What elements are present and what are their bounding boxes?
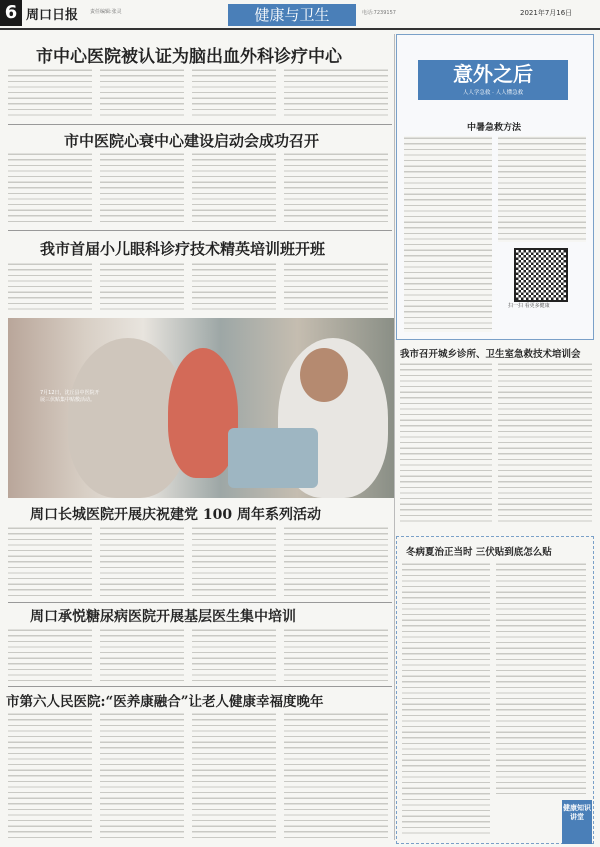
section-title: 健康与卫生 — [228, 4, 356, 26]
page-number: 6 — [0, 0, 22, 26]
article-5-col-1 — [8, 526, 92, 598]
article-3-col-3 — [192, 262, 276, 314]
headline-1: 市中心医院被认证为脑出血外科诊疗中心 — [36, 47, 342, 67]
article-7-col-2 — [100, 712, 184, 840]
article-1-col-4 — [284, 68, 388, 120]
article-6-col-2 — [100, 628, 184, 682]
sidebar-col-2 — [498, 136, 586, 242]
article-1-col-3 — [192, 68, 276, 120]
headline-8: 冬病夏治正当时 三伏贴到底怎么贴 — [406, 547, 552, 558]
sidebar-col-1 — [404, 136, 492, 332]
qr-code-icon — [514, 248, 568, 302]
headline-5: 周口长城医院开展庆祝建党 100 周年系列活动 — [30, 507, 321, 523]
phone-meta: 电话:7239157 — [362, 10, 396, 16]
news-photo — [8, 318, 394, 498]
article-8-col-1 — [402, 562, 490, 836]
article-4-col-1 — [400, 362, 492, 526]
article-5-col-3 — [192, 526, 276, 598]
article-6-col-3 — [192, 628, 276, 682]
issue-date: 2021年7月16日 — [520, 9, 573, 17]
qr-caption: 扫一扫 看更多健康 — [508, 303, 550, 309]
divider — [8, 230, 392, 231]
article-6-col-4 — [284, 628, 388, 682]
article-2-col-2 — [100, 152, 184, 226]
article-5-col-4 — [284, 526, 388, 598]
article-6-col-1 — [8, 628, 92, 682]
divider — [8, 602, 392, 603]
paper-name: 周口日报 — [26, 8, 79, 23]
article-3-col-4 — [284, 262, 388, 314]
masthead-rule — [0, 28, 600, 30]
article-2-col-1 — [8, 152, 92, 226]
article-4-col-2 — [498, 362, 592, 526]
article-5-col-2 — [100, 526, 184, 598]
column-divider — [394, 34, 395, 840]
article-7-col-4 — [284, 712, 388, 840]
headline-4: 我市召开城乡诊所、卫生室急救技术培训会 — [400, 349, 581, 360]
sidebar-title: 意外之后 — [418, 60, 568, 100]
health-knowledge-badge: 健康知识讲堂 — [562, 800, 592, 844]
editor-meta: 责任编辑:张灵 — [90, 9, 122, 15]
divider — [8, 124, 392, 125]
divider — [8, 686, 392, 687]
article-2-col-4 — [284, 152, 388, 226]
photo-caption: 7月12日，沈丘县中医院开展三伏贴集中贴敷活动。 — [40, 390, 100, 403]
article-7-col-3 — [192, 712, 276, 840]
article-7-col-1 — [8, 712, 92, 840]
article-1-col-2 — [100, 68, 184, 120]
headline-6: 周口承悦糖尿病医院开展基层医生集中培训 — [30, 609, 296, 625]
headline-7: 市第六人民医院:“医养康融合”让老人健康幸福度晚年 — [6, 694, 324, 710]
article-2-col-3 — [192, 152, 276, 226]
article-3-col-2 — [100, 262, 184, 314]
headline-3: 我市首届小儿眼科诊疗技术精英培训班开班 — [40, 240, 326, 258]
headline-2: 市中医院心衰中心建设启动会成功召开 — [64, 132, 320, 150]
sidebar-subtitle: 人人学急救 · 人人懂急救 — [462, 90, 524, 96]
article-8-col-2 — [496, 562, 586, 794]
article-1-col-1 — [8, 68, 92, 120]
article-3-col-1 — [8, 262, 92, 314]
sidebar-heading: 中暑急救方法 — [466, 123, 521, 133]
